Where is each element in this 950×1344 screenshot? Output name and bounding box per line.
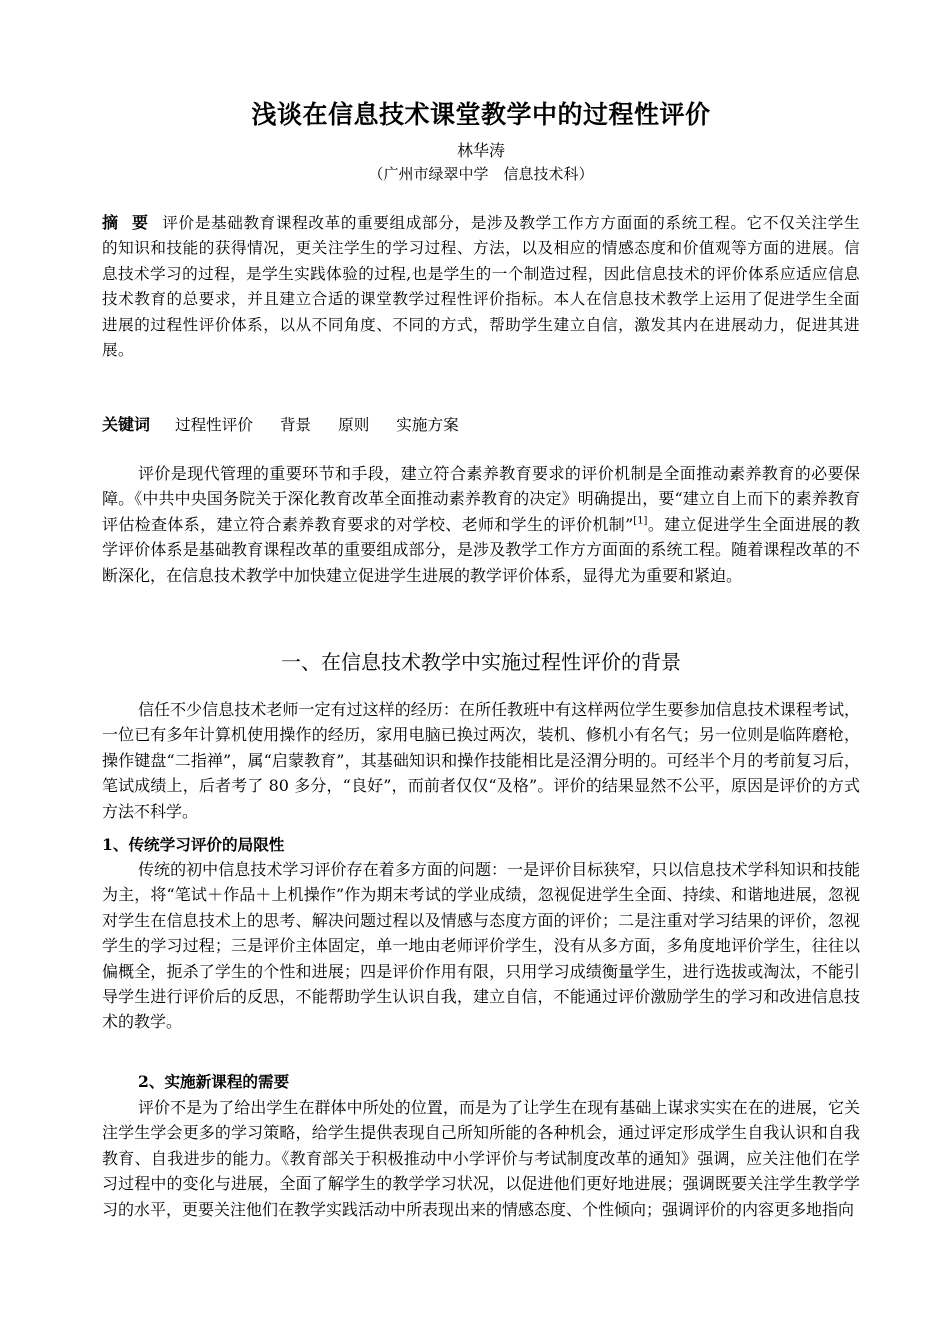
keyword-item: 实施方案: [396, 416, 459, 434]
subsection-paragraph: 传统的初中信息技术学习评价存在着多方面的问题：一是评价目标狭窄，只以信息技术学科知识和技能为主，将“笔试＋作品＋上机操作”作为期末考试的学业成绩，忽视促进学生全面、持续、和谐地进展，忽视对学生在信息技术上的思考、解决问题过程以及情感与态度方面的评价；二是注重对学习结果的评价，忽视学生的学习过程；三是评价主体固定，单一地由老师评价学生，没有从多方面，多角度地评价学生，往往以偏概全，扼杀了学生的个性和进展；四是评价作用有限，只用学习成绩衡量学生，进行选拔或淘汰，不能引导学生进行评价后的反思，不能帮助学生认识自我，建立自信，不能通过评价激励学生的学习和改进信息技术的教学。: [102, 860, 860, 1032]
author-affiliation: （广州市绿翠中学 信息技术科）: [368, 165, 594, 183]
abstract-block: [102, 210, 860, 363]
intro-paragraph: [102, 461, 860, 588]
citation-reference: [1]: [633, 515, 648, 527]
abstract-text: 评价是基础教育课程改革的重要组成部分，是涉及教学工作方方面面的系统工程。它不仅关注学生的知识和技能的获得情况，更关注学生的学习过程、方法，以及相应的情感态度和价值观等方面的进展。信息技术学习的过程，是学生实践体验的过程,也是学生的一个制造过程，因此信息技术的评价体系应适应信息技术教育的总要求，并且建立合适的课堂教学过程性评价指标。本人在信息技术教学上运用了促进学生全面进展的过程性评价体系，以从不同角度、不同的方式，帮助学生建立自信，激发其内在进展动力，促进其进展。: [102, 214, 861, 360]
keyword-item: 原则: [338, 416, 370, 434]
intro-text-part2: 。建立促进学生全面进展的教学评价体系是基础教育课程改革的重要组成部分，是涉及教学工作方方面面的系统工程。随着课程改革的不断深化，在信息技术教学中加快建立促进学生进展的教学评价体系，显得尤为重要和紧迫。: [102, 514, 860, 585]
intro-text-part1: 评价是现代管理的重要环节和手段，建立符合素养教育要求的评价机制是全面推动素养教育的必要保障。《中共中央国务院关于深化教育改革全面推动素养教育的决定》明确提出，要“建立自上而下的素养教育评估检查体系，建立符合素养教育要求的对学校、老师和学生的评价机制”: [102, 464, 860, 534]
section-heading: 一、在信息技术教学中实施过程性评价的背景: [281, 650, 681, 674]
subsection-paragraph: 评价不是为了给出学生在群体中所处的位置，而是为了让学生在现有基础上谋求实实在在的进展，它关注学生学会更多的学习策略，给学生提供表现自己所知所能的各种机会，通过评定形成学生自我认识和自我教育、自我进步的能力。《教育部关于积极推动中小学评价与考试制度改革的通知》强调，应关注他们在学习过程中的变化与进展，全面了解学生的教学学习状况，以促进他们更好地进展；强调既要关注学生教学学习的水平，更要关注他们在教学实践活动中所表现出来的情感态度、个性倾向；强调评价的内容更多地指向: [102, 1098, 860, 1219]
keyword-item: 过程性评价: [174, 416, 253, 434]
keyword-item: 背景: [279, 416, 312, 434]
abstract-label: 摘 要: [102, 213, 153, 232]
subsection-heading: 1、传统学习评价的局限性: [102, 835, 285, 854]
paper-title: 浅谈在信息技术课堂教学中的过程性评价: [251, 100, 711, 129]
subsection-heading: 2、实施新课程的需要: [138, 1072, 290, 1091]
keywords-label: 关键词: [102, 415, 151, 434]
keywords-block: [102, 412, 860, 438]
section-paragraph: 信任不少信息技术老师一定有过这样的经历：在所任教班中有这样两位学生要参加信息技术课程考试，一位已有多年计算机使用操作的经历，家用电脑已换过两次，装机、修机小有名气；另一位则是临阵磨枪，操作键盘“二指禅”，属“启蒙教育”，其基础知识和操作技能相比是泾渭分明的。可经半个月的考前复习后，笔试成绩上，后者考了 80 多分，“良好”，而前者仅仅“及格”。评价的结果显然不公平，原因是评价的方式方法不科学。: [102, 700, 860, 821]
author-name: 林华涛: [456, 141, 505, 160]
